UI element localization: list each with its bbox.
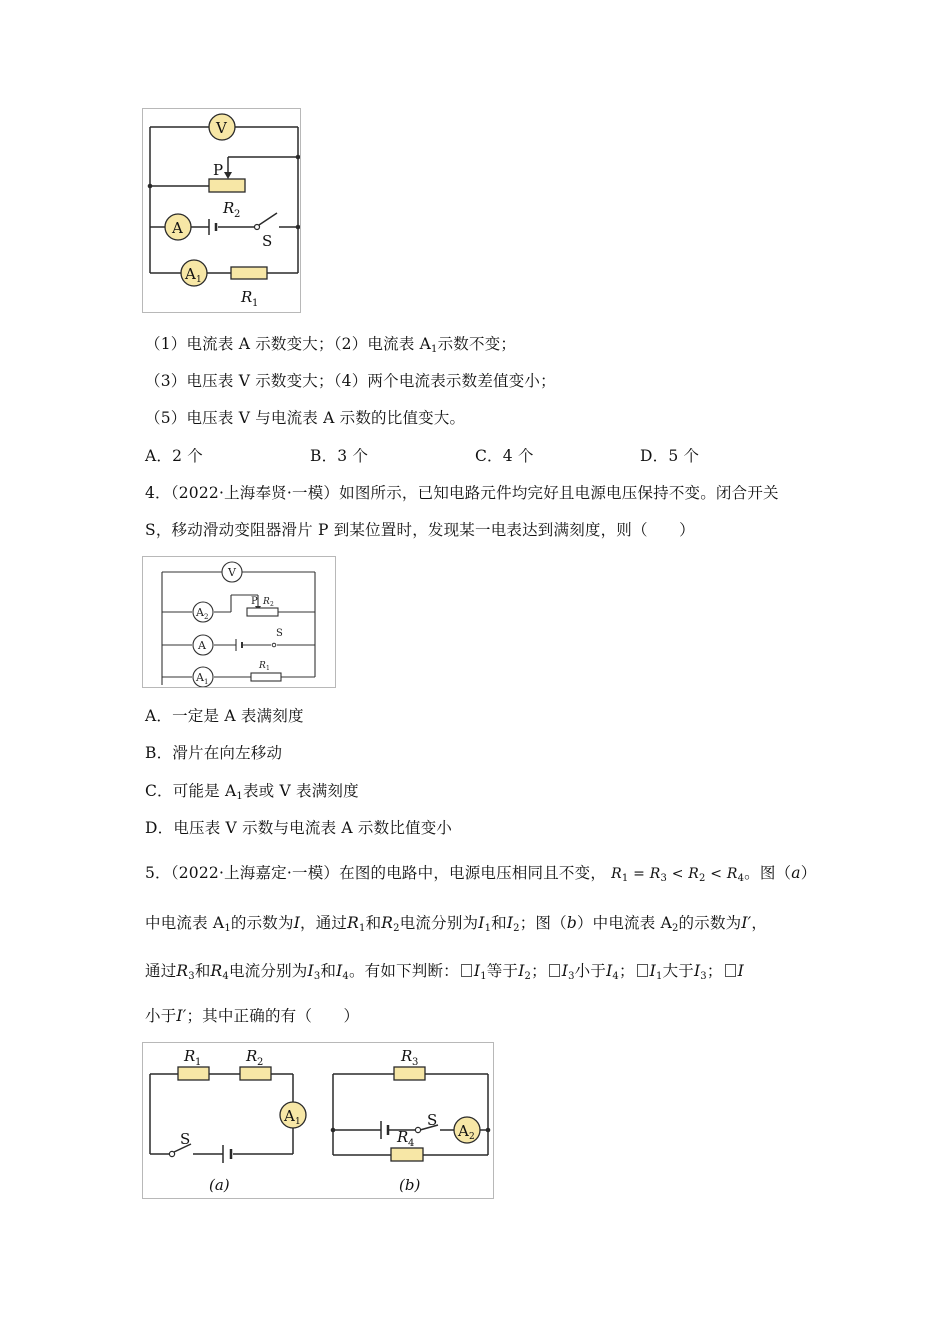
ineq-r1: R — [611, 866, 622, 882]
q5-l1-fig: 。图（ — [744, 864, 792, 882]
label-r2-sub: 2 — [234, 209, 241, 220]
ineq-s1: 1 — [621, 873, 629, 884]
q3-s1-tail: 示数不变； — [437, 335, 517, 353]
q5-l3-d: 等于 — [486, 962, 519, 980]
label-a: A — [172, 219, 183, 237]
q4-optc-text: C．可能是 A — [145, 782, 237, 800]
label-r2: R — [223, 199, 235, 217]
q5-l2-b: 的示数为 — [230, 914, 294, 932]
q5-l3-sep3: ； — [706, 962, 723, 980]
circuit-figure-2 — [142, 556, 336, 688]
q5-l3-k3s: 3 — [568, 971, 575, 982]
q4-option-b: B．滑片在向左移动 — [145, 744, 283, 762]
q3-s1-text: （1）电流表 A 示数变大；（2）电流表 A — [145, 335, 432, 353]
label-r1-sub: 1 — [266, 665, 270, 672]
q5-l3-R3: R — [176, 962, 189, 980]
label-a2: A — [196, 606, 204, 619]
q5-l1-text: 5．（2022·上海嘉定·一模）在图的电路中，电源电压相同且不变， — [145, 864, 607, 882]
q3-s1-sub: 1 — [431, 344, 438, 355]
q5-l3-k3: I — [561, 962, 569, 980]
q5-l2-sub2: 2 — [671, 923, 679, 934]
q5-l4-a: 小于 — [145, 1007, 177, 1025]
label-a1: A — [185, 265, 196, 283]
label-a: A — [198, 639, 206, 652]
label-v: V — [228, 566, 236, 579]
q5-l3-k4s: 4 — [612, 971, 619, 982]
q5-l3-and: 和 — [194, 962, 211, 980]
label-r3: R — [401, 1047, 413, 1065]
q5-l2-R1: R — [347, 914, 360, 932]
q5-l2-and: 和 — [365, 914, 382, 932]
label-r1: R — [184, 1047, 196, 1065]
q5-l3-j1s: 1 — [480, 971, 487, 982]
label-s: S — [262, 232, 273, 250]
q5-l2-rs2: 2 — [393, 923, 400, 934]
ineq-eq: = — [633, 866, 646, 882]
label-a2-sub: 2 — [469, 1132, 475, 1142]
q5-l3-j1: I — [473, 962, 481, 980]
label-fig-b: (b) — [399, 1176, 421, 1194]
q5-l3-R4: R — [210, 962, 223, 980]
q5-stem-line-2 — [145, 913, 767, 939]
placeholder-box-icon — [549, 964, 560, 977]
label-a1-sub: 1 — [204, 678, 209, 686]
placeholder-box-icon — [637, 964, 648, 977]
q5-l3-rs3: 3 — [188, 971, 195, 982]
label-a1-sub: 1 — [196, 275, 202, 285]
q5-stem-line-3 — [145, 961, 744, 987]
ineq-s2: 2 — [699, 873, 706, 884]
q5-l2-b-it: b — [566, 914, 577, 932]
label-s-b: S — [427, 1111, 438, 1129]
circuit-figure-1 — [142, 108, 301, 313]
q5-inequality — [611, 866, 744, 882]
q4-stem-line-2: S，移动滑动变阻器滑片 P 到某位置时，发现某一电表达到满刻度，则（ ） — [145, 521, 695, 539]
label-r2: R — [263, 597, 270, 607]
q5-l3-m3s: 3 — [700, 971, 707, 982]
q4-option-c — [145, 781, 359, 807]
ineq-r2: R — [688, 866, 700, 882]
placeholder-box-icon — [725, 964, 736, 977]
q5-l3-a: 通过 — [145, 962, 177, 980]
label-a1: A — [196, 671, 204, 684]
q5-l2-R2: R — [381, 914, 394, 932]
q5-l2-I1: I — [478, 914, 485, 932]
ineq-s4: 4 — [737, 873, 745, 884]
q4-stem-line-1: 4．（2022·上海奉贤·一模）如图所示，已知电路元件均完好且电源电压保持不变。闭合开关 — [145, 484, 779, 502]
q4-optc-sub: 1 — [236, 791, 243, 802]
circuit-diagram-1 — [143, 109, 300, 312]
circuit-diagram-2 — [143, 557, 335, 687]
q5-l1-close: ） — [800, 864, 817, 882]
label-p: P — [213, 161, 224, 179]
q3-option-d: D．5 个 — [640, 447, 700, 465]
label-r1: R — [259, 661, 266, 671]
q3-statement-3-4: （3）电压表 V 示数变大；（4）两个电流表示数差值变小； — [145, 372, 556, 390]
q5-l3-rs4: 4 — [222, 971, 229, 982]
q5-l2-and2: 和 — [491, 914, 507, 932]
q5-l2-g: 的示数为 — [678, 914, 742, 932]
q5-l3-n: I — [737, 962, 744, 980]
label-r1-sub: 1 — [252, 298, 259, 309]
q5-l3-i4: 4 — [342, 971, 349, 982]
ineq-lt2: < — [710, 866, 723, 882]
q4-optc-tail: 表或 V 表满刻度 — [242, 782, 359, 800]
q5-l2-sub1: 1 — [224, 923, 231, 934]
q5-l2-i2: 2 — [513, 923, 520, 934]
q5-l1-a: a — [791, 864, 801, 882]
label-r2-sub: 2 — [257, 1057, 264, 1068]
q5-l3-sep2: ； — [618, 962, 635, 980]
q5-l3-m3: I — [693, 962, 701, 980]
label-r3-sub: 3 — [412, 1057, 419, 1068]
q5-l3-j2s: 2 — [524, 971, 532, 982]
q5-stem-line-4 — [145, 1006, 359, 1026]
q5-l2-Ip: I′ — [741, 914, 752, 932]
q4-option-a: A．一定是 A 表满刻度 — [145, 707, 304, 725]
q5-l2-f: ）中电流表 A — [576, 914, 672, 932]
label-r4: R — [397, 1128, 409, 1146]
q5-l3-c: 。有如下判断： — [348, 962, 459, 980]
q5-l2-I2: I — [506, 914, 514, 932]
q5-l4-b: ；其中正确的有（ ） — [186, 1007, 360, 1025]
q5-l2-a: 中电流表 A — [145, 914, 225, 932]
q3-statement-1-2 — [145, 334, 516, 360]
q5-l3-k4: I — [606, 962, 613, 980]
q4-option-d: D．电压表 V 示数与电流表 A 示数比值变小 — [145, 819, 453, 837]
label-a2: A — [458, 1122, 469, 1140]
ineq-r4: R — [726, 866, 738, 882]
circuit-figure-3 — [142, 1042, 494, 1199]
q5-l3-j2: I — [518, 962, 525, 980]
q5-l2-c: ，通过 — [300, 914, 348, 932]
label-s-a: S — [180, 1130, 191, 1148]
label-p: P — [251, 596, 258, 607]
q5-l3-m1: I — [649, 962, 656, 980]
q5-l2-d: 电流分别为 — [399, 914, 479, 932]
label-r4-sub: 4 — [408, 1138, 415, 1149]
q5-l2-I: I — [293, 914, 301, 932]
label-r1: R — [241, 288, 253, 306]
q5-l3-and2: 和 — [320, 962, 337, 980]
q5-l2-rs1: 1 — [359, 923, 366, 934]
q5-l3-m1s: 1 — [656, 971, 663, 982]
q5-l3-b: 电流分别为 — [228, 962, 308, 980]
placeholder-box-icon — [461, 964, 472, 977]
q5-l2-i1: 1 — [484, 923, 492, 934]
label-r2: R — [246, 1047, 258, 1065]
circuit-diagram-3 — [143, 1043, 493, 1198]
q5-l3-e: 小于 — [574, 962, 607, 980]
label-r1-sub: 1 — [195, 1057, 202, 1068]
label-v: V — [216, 119, 227, 137]
q5-l2-h: ， — [751, 914, 768, 932]
q5-l3-f: 大于 — [662, 962, 694, 980]
label-r2-sub: 2 — [270, 601, 274, 608]
q5-stem-line-1 — [145, 863, 816, 889]
ineq-lt1: < — [671, 866, 684, 882]
q3-statement-5: （5）电压表 V 与电流表 A 示数的比值变大。 — [145, 409, 466, 427]
label-a2-sub: 2 — [204, 613, 209, 621]
q5-l3-I4: I — [336, 962, 343, 980]
q3-option-c: C．4 个 — [475, 447, 534, 465]
q3-option-b: B．3 个 — [310, 447, 369, 465]
ineq-s3: 3 — [660, 873, 668, 884]
q3-option-a: A．2 个 — [145, 447, 203, 465]
label-s: S — [276, 628, 283, 639]
ineq-r3: R — [649, 866, 661, 882]
q5-l3-i3: 3 — [313, 971, 321, 982]
q5-l3-I3: I — [307, 962, 314, 980]
q5-l2-e: ；图（ — [519, 914, 567, 932]
label-a1-sub: 1 — [295, 1117, 301, 1127]
q5-l4-Ip: I′ — [176, 1007, 187, 1025]
label-fig-a: (a) — [209, 1176, 230, 1194]
label-a1: A — [284, 1107, 295, 1125]
q5-l3-sep1: ； — [531, 962, 547, 980]
